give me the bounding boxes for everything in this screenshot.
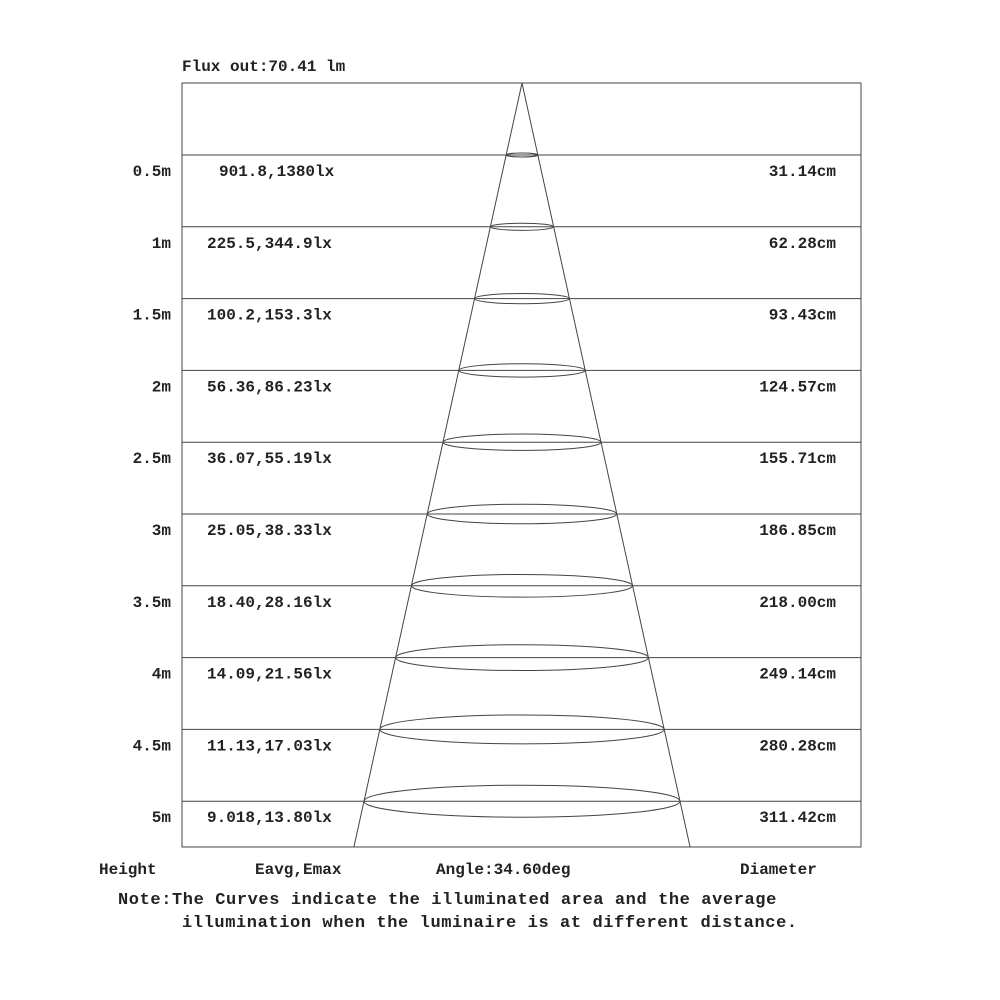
row-illuminance-value: 11.13,17.03lx: [207, 737, 332, 756]
row-diameter-value: 249.14cm: [759, 665, 836, 684]
row-illuminance-value: 100.2,153.3lx: [207, 306, 332, 325]
row-illuminance-value: 56.36,86.23lx: [207, 378, 332, 397]
row-illuminance-value: 36.07,55.19lx: [207, 450, 332, 469]
diameter-column-label: Diameter: [740, 861, 817, 879]
row-diameter-value: 124.57cm: [759, 378, 836, 397]
rows-layer: [133, 155, 861, 827]
row-height-label: 3m: [151, 522, 171, 540]
row-diameter-value: 93.43cm: [768, 306, 836, 325]
row-illuminance-value: 14.09,21.56lx: [207, 665, 332, 684]
row-height-label: 5m: [151, 809, 171, 828]
row-diameter-value: 311.42cm: [759, 809, 836, 828]
row-diameter-value: 31.14cm: [768, 163, 836, 181]
row-diameter-value: 62.28cm: [768, 234, 836, 253]
row-height-label: 4m: [151, 665, 171, 684]
row-height-label: 0.5m: [132, 163, 171, 181]
note-line-1: Note:The Curves indicate the illuminated area and the average: [118, 891, 777, 910]
row-diameter-value: 155.71cm: [759, 450, 836, 469]
illuminance-column-label: Eavg,Emax: [255, 861, 342, 879]
row-diameter-value: 280.28cm: [759, 737, 836, 756]
row-illuminance-value: 9.018,13.80lx: [207, 809, 332, 828]
note: [118, 889, 978, 935]
height-column-label: Height: [99, 861, 157, 879]
row-height-label: 1.5m: [132, 306, 171, 325]
angle-label: Angle:34.60deg: [436, 861, 571, 879]
row-height-label: 3.5m: [132, 593, 171, 612]
row-height-label: 4.5m: [132, 737, 171, 756]
row-illuminance-value: 25.05,38.33lx: [207, 522, 332, 540]
row-height-label: 1m: [151, 234, 171, 253]
row-height-label: 2.5m: [132, 450, 171, 469]
row-illuminance-value: 225.5,344.9lx: [207, 234, 332, 253]
row-diameter-value: 186.85cm: [759, 522, 836, 540]
cone-edge-right: [522, 83, 690, 847]
flux-label: Flux out:70.41 lm: [182, 58, 346, 76]
note-line-2: illumination when the luminaire is at different distance.: [182, 914, 798, 933]
beam-cone: [354, 83, 690, 847]
row-illuminance-value: 18.40,28.16lx: [207, 593, 332, 612]
row-illuminance-value: 901.8,1380lx: [219, 163, 335, 181]
cone-edge-left: [354, 83, 522, 847]
row-height-label: 2m: [151, 378, 171, 397]
row-diameter-value: 218.00cm: [759, 593, 836, 612]
